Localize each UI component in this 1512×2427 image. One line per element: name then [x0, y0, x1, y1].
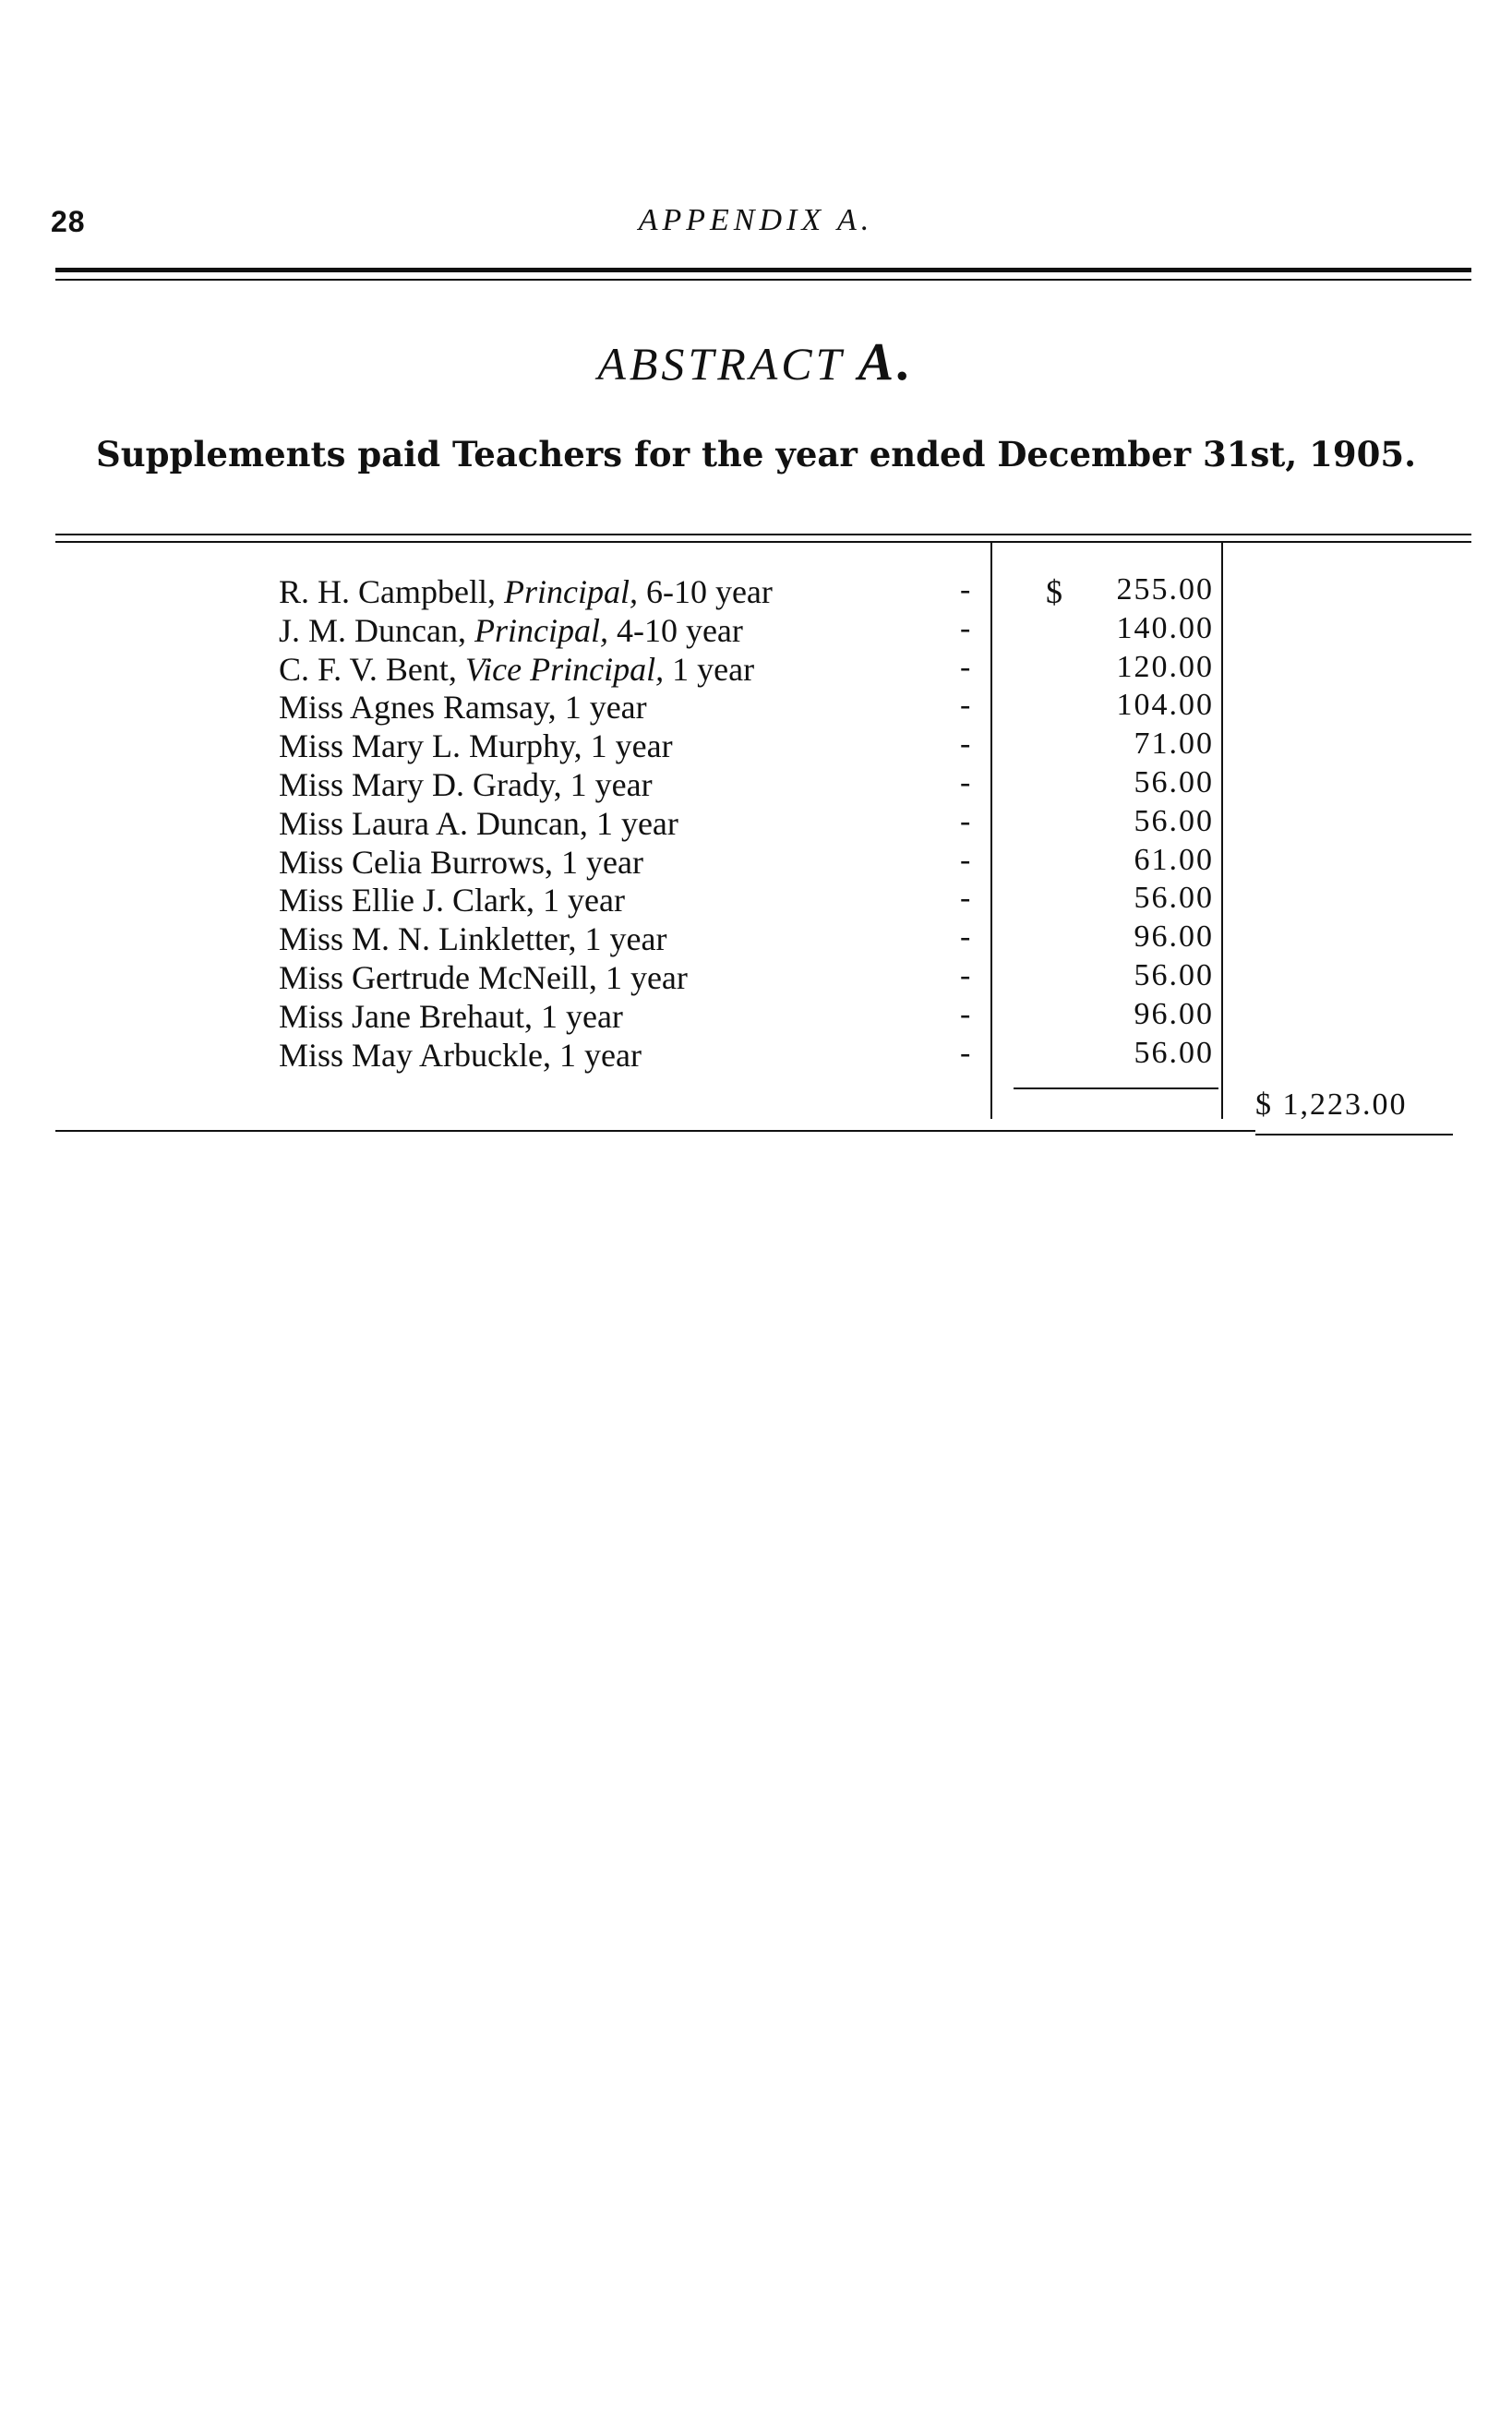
teacher-entry [279, 881, 625, 919]
abstract-title [0, 330, 1512, 392]
teacher-title: Vice Principal, [464, 650, 665, 688]
teacher-term: 1 year [584, 920, 667, 958]
teacher-name: Miss Mary L. Murphy, [279, 727, 582, 765]
teacher-name: Miss Agnes Ramsay, [279, 689, 557, 727]
table-top-rule-second [55, 541, 1471, 543]
table-row [0, 765, 1512, 804]
leader-dash: - [960, 688, 971, 723]
table-row [0, 611, 1512, 650]
table-row [0, 958, 1512, 997]
teacher-term: 1 year [570, 766, 653, 803]
teacher-entry [279, 650, 754, 689]
leader-dash: - [960, 996, 971, 1031]
teacher-name: C. F. V. Bent, [279, 650, 457, 688]
table-row [0, 650, 1512, 689]
grand-total: $ 1,223.00 [1255, 1087, 1408, 1122]
teacher-name: Miss M. N. Linkletter, [279, 920, 577, 958]
supplement-amount: 71.00 [1134, 727, 1214, 762]
table-bottom-rule [55, 1130, 1255, 1132]
leader-dash: - [960, 727, 971, 762]
abstract-title-letter: A. [858, 331, 915, 391]
teacher-entry [279, 727, 673, 765]
teacher-entry [279, 611, 743, 650]
leader-dash: - [960, 881, 971, 916]
supplement-amount: 56.00 [1134, 958, 1214, 992]
teacher-term: 1 year [558, 1036, 642, 1074]
teacher-entry [279, 958, 688, 997]
teacher-term: 1 year [605, 959, 688, 996]
table-row [0, 919, 1512, 958]
total-underline [1255, 1134, 1453, 1135]
teacher-name: Miss Ellie J. Clark, [279, 882, 534, 919]
teacher-name: Miss Mary D. Grady, [279, 766, 562, 803]
header-rule-thin [55, 279, 1471, 281]
teacher-name: Miss Jane Brehaut, [279, 997, 533, 1035]
teacher-name: Miss Celia Burrows, [279, 843, 553, 881]
teacher-term: 6-10 year [645, 573, 773, 610]
supplement-amount: 96.00 [1134, 919, 1214, 955]
teacher-entry [279, 688, 647, 727]
supplement-amount: 56.00 [1134, 881, 1214, 916]
table-row [0, 997, 1512, 1036]
supplement-amount: 104.00 [1116, 688, 1214, 723]
leader-dash: - [960, 842, 971, 877]
teacher-title: Principal, [474, 611, 608, 649]
teacher-entry [279, 765, 653, 804]
teacher-name: R. H. Campbell, [279, 573, 496, 610]
supplement-amount: 120.00 [1116, 649, 1214, 684]
table-row [0, 727, 1512, 765]
teacher-term: 1 year [590, 727, 673, 765]
supplement-amount: 255.00 [1116, 572, 1214, 607]
leader-dash: - [960, 803, 971, 838]
teacher-title: Principal, [503, 573, 638, 610]
supplement-amount: 140.00 [1116, 610, 1214, 645]
teacher-entry [279, 1036, 642, 1075]
teacher-term: 1 year [564, 689, 647, 727]
supplement-amount: 61.00 [1134, 842, 1214, 877]
leader-dash: - [960, 610, 971, 645]
page-number: 28 [51, 205, 86, 238]
table-row [0, 881, 1512, 919]
leader-dash: - [960, 1035, 971, 1070]
teacher-name: J. M. Duncan, [279, 611, 466, 649]
teacher-entry [279, 804, 678, 843]
teacher-name: Miss Gertrude McNeill, [279, 959, 597, 996]
table-top-rule [55, 534, 1471, 535]
leader-dash: - [960, 572, 971, 607]
teacher-entry [279, 572, 773, 611]
amount-sum-rule [1014, 1087, 1218, 1089]
leader-dash: - [960, 958, 971, 992]
teacher-term: 1 year [543, 882, 625, 919]
teacher-entry [279, 919, 667, 958]
table-row [0, 804, 1512, 843]
table-subtitle: Supplements paid Teachers for the year ended December 31st, 1905. [95, 434, 1417, 475]
supplement-amount: 56.00 [1134, 803, 1214, 838]
teacher-entry [279, 997, 623, 1036]
dollar-sign: $ [1046, 573, 1062, 610]
running-head: APPENDIX A. [638, 203, 874, 237]
teacher-name: Miss May Arbuckle, [279, 1036, 551, 1074]
teacher-term: 4-10 year [616, 611, 743, 649]
leader-dash: - [960, 765, 971, 799]
teacher-entry [279, 843, 643, 882]
supplement-amount: 56.00 [1134, 1035, 1214, 1070]
table-row [0, 572, 1512, 611]
teacher-term: 1 year [540, 997, 623, 1035]
teacher-name: Miss Laura A. Duncan, [279, 804, 588, 842]
supplement-amount: 56.00 [1134, 765, 1214, 799]
header-rule-thick [55, 268, 1471, 272]
teacher-term: 1 year [595, 804, 678, 842]
leader-dash: - [960, 649, 971, 684]
table-row [0, 688, 1512, 727]
leader-dash: - [960, 919, 971, 955]
table-row [0, 843, 1512, 882]
teacher-term: 1 year [672, 650, 755, 688]
teacher-term: 1 year [561, 843, 643, 881]
abstract-title-word: ABSTRACT [597, 338, 846, 390]
supplement-amount: 96.00 [1134, 996, 1214, 1031]
table-row [0, 1036, 1512, 1075]
